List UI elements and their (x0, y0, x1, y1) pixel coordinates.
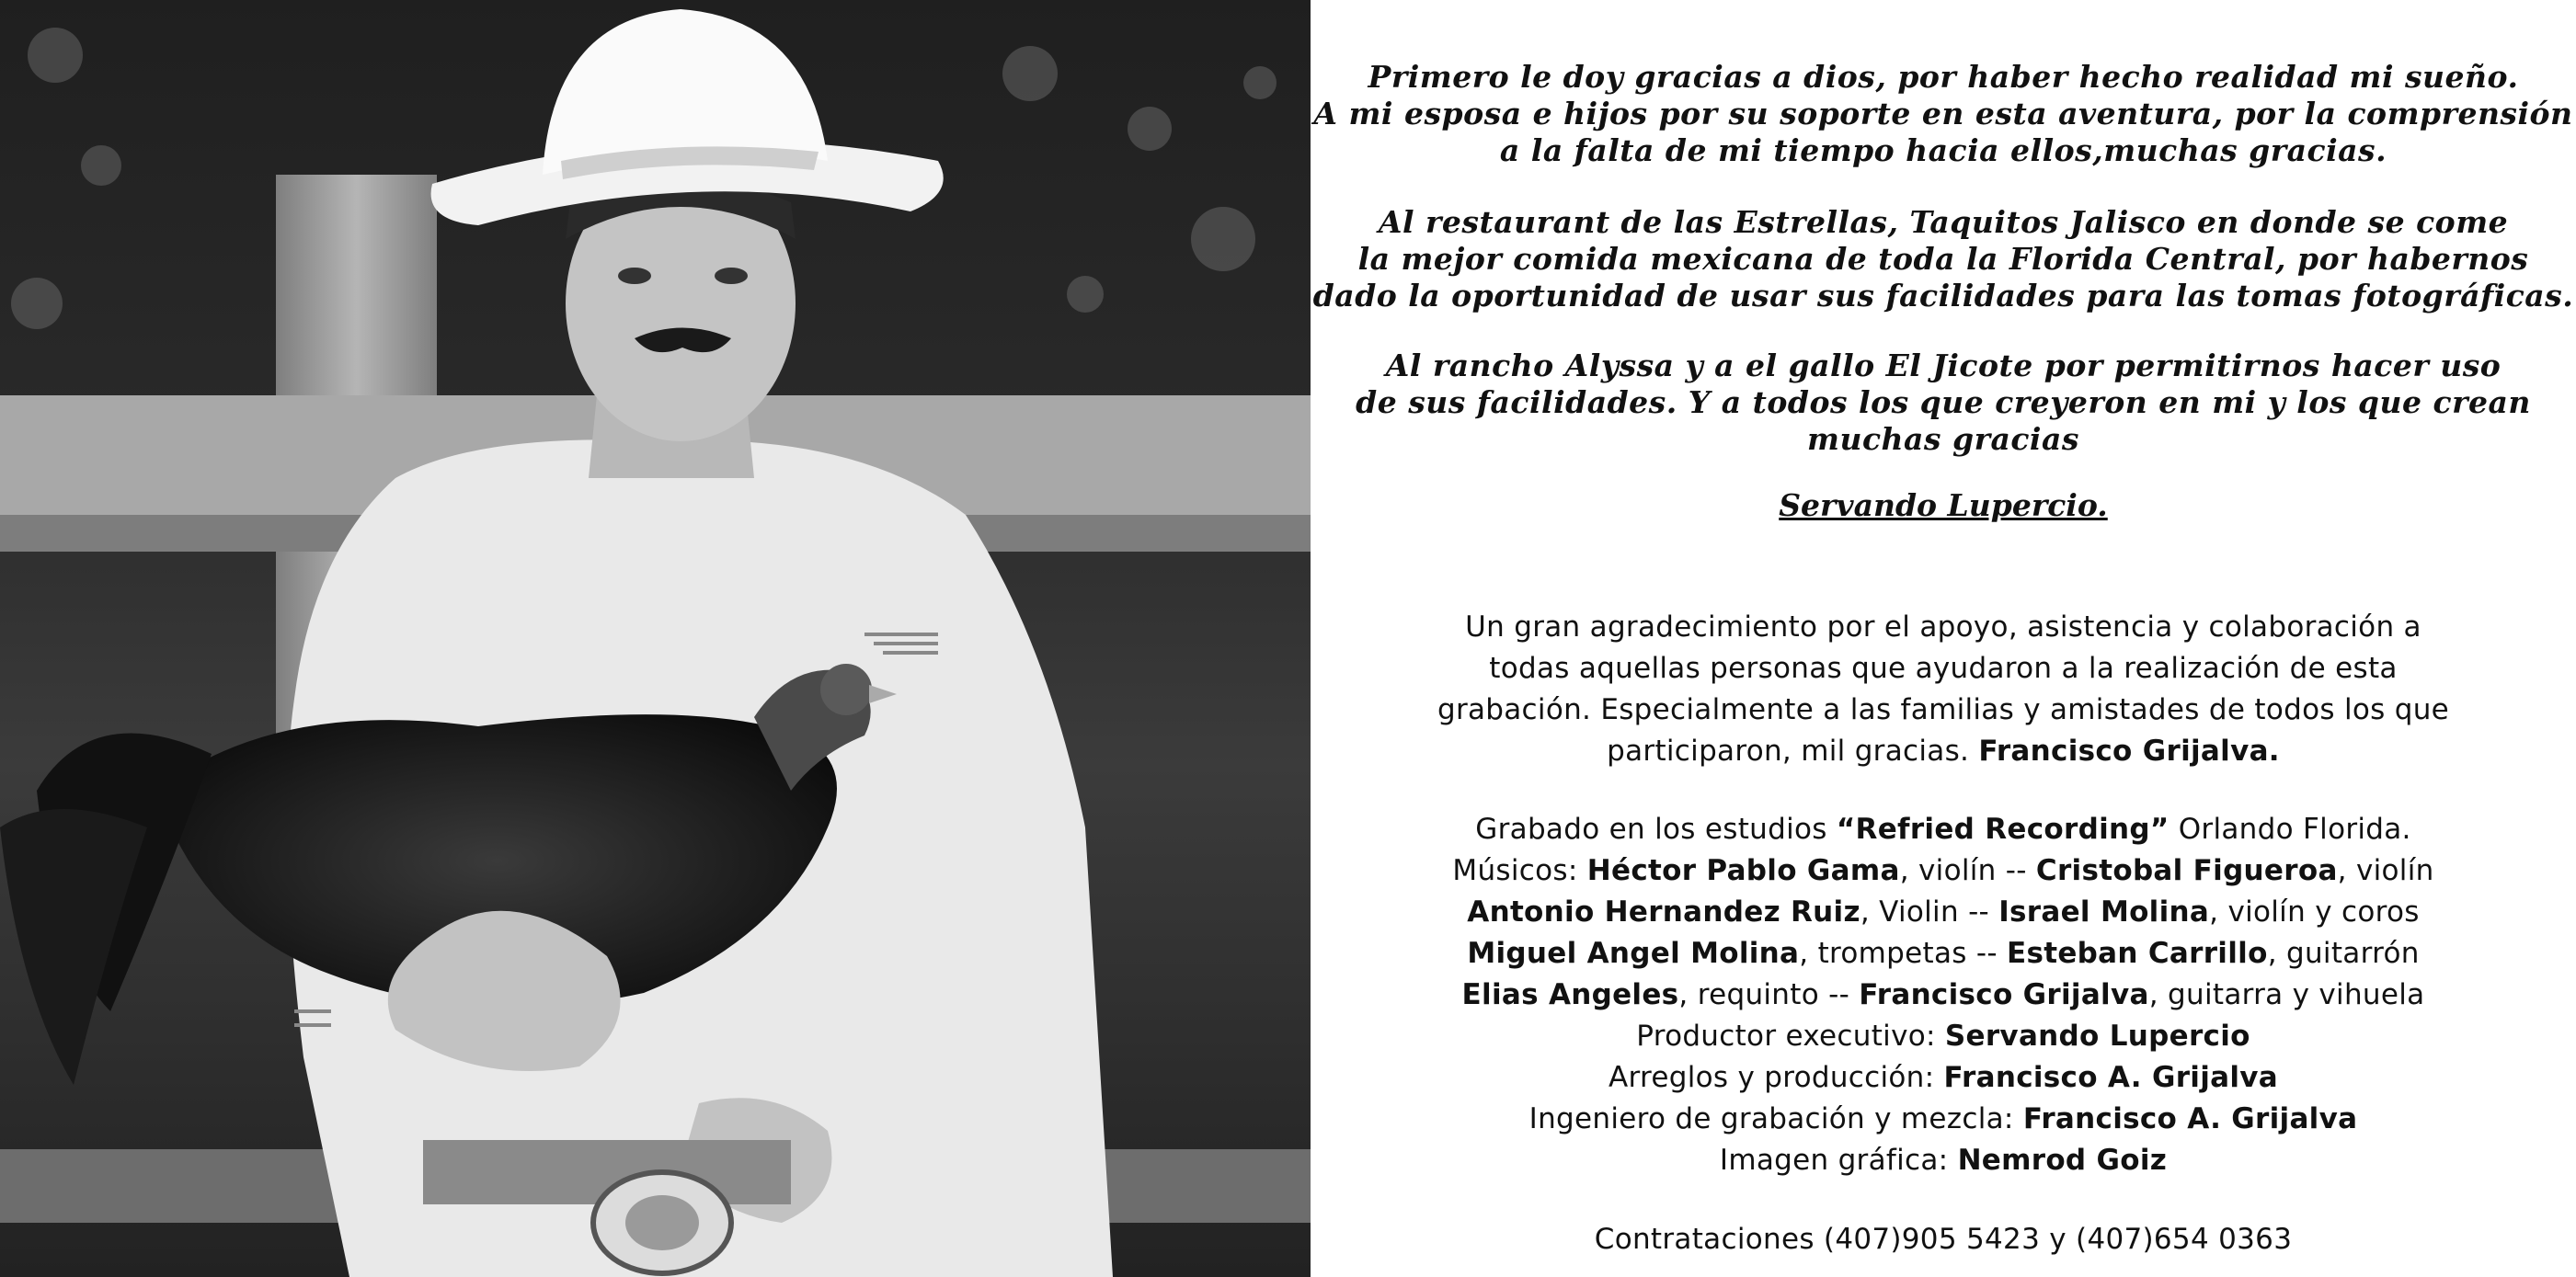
musician-name: Antonio Hernandez Ruiz (1467, 895, 1860, 929)
credits-block (1311, 809, 2576, 1181)
thanks-line: Un gran agradecimiento por el apoyo, asistencia y colaboración a (1465, 610, 2421, 644)
producer-name: Servando Lupercio (1944, 1020, 2250, 1053)
musician-role: , trompetas -- (1799, 937, 1998, 970)
musician-name: Francisco Grijalva (1859, 978, 2149, 1011)
musicians-line-4 (1311, 975, 2576, 1016)
contact-line: Contrataciones (407)905 5423 y (407)654 0363 (1594, 1223, 2293, 1256)
thanks-line: grabación. Especialmente a las familias y amistades de todos los que (1437, 693, 2450, 726)
dedication-paragraph-3 (1311, 348, 2576, 458)
thanks-text: participaron, mil gracias. (1607, 735, 1970, 768)
musician-name: Miguel Angel Molina (1467, 937, 1800, 970)
musician-role: , violín (2337, 854, 2434, 887)
dedication-line: a la falta de mi tiempo hacia ellos,muchas gracias. (1499, 132, 2387, 168)
dedication-line: dado la oportunidad de usar sus facilidades para las tomas fotográficas. (1312, 278, 2574, 314)
musician-name: Cristobal Figueroa (2035, 854, 2338, 887)
thanks-line (1311, 731, 2576, 772)
musician-role: , guitarra y vihuela (2148, 978, 2425, 1011)
signature: Servando Lupercio. (1779, 487, 2108, 523)
engineer-name: Francisco A. Grijalva (2022, 1102, 2358, 1135)
image-line (1311, 1140, 2576, 1181)
musicians-line-1 (1311, 850, 2576, 892)
thanks-name: Francisco Grijalva. (1978, 735, 2280, 768)
musician-name: Esteban Carrillo (2007, 937, 2268, 970)
arrange-label: Arreglos y producción: (1608, 1061, 1935, 1094)
engineer-line (1311, 1099, 2576, 1140)
musician-role: , requinto -- (1678, 978, 1850, 1011)
text-panel (1311, 0, 2576, 1277)
musician-role: , violín y coros (2209, 895, 2420, 929)
image-name: Nemrod Goiz (1957, 1144, 2168, 1177)
musician-role: , guitarrón (2267, 937, 2420, 970)
musician-name: Israel Molina (1998, 895, 2210, 929)
engineer-label: Ingeniero de grabación y mezcla: (1528, 1102, 2014, 1135)
dedication-line: muchas gracias (1807, 421, 2079, 457)
producer-line (1311, 1016, 2576, 1057)
image-label: Imagen gráfica: (1719, 1144, 1949, 1177)
musicians-line-3 (1311, 933, 2576, 975)
dedication-paragraph-1 (1311, 59, 2576, 169)
producer-label: Productor executivo: (1636, 1020, 1936, 1053)
thanks-paragraph (1311, 607, 2576, 772)
studio-post: Orlando Florida. (2178, 813, 2411, 846)
dedication-line: A mi esposa e hijos por su soporte en esta aventura, por la comprensión (1313, 96, 2573, 131)
musician-name: Héctor Pablo Gama (1586, 854, 1900, 887)
studio-line (1311, 809, 2576, 850)
musician-role: , Violin -- (1860, 895, 1990, 929)
musician-name: Elias Angeles (1461, 978, 1679, 1011)
musicians-line-2 (1311, 892, 2576, 933)
dedication-line: Al rancho Alyssa y a el gallo El Jicote por permitirnos hacer uso (1385, 348, 2502, 383)
thanks-line: todas aquellas personas que ayudaron a la realización de esta (1489, 652, 2398, 685)
dedication-line: la mejor comida mexicana de toda la Florida Central, por habernos (1357, 241, 2529, 277)
studio-name: “Refried Recording” (1836, 813, 2170, 846)
dedication-line: Al restaurant de las Estrellas, Taquitos Jalisco en donde se come (1378, 204, 2509, 240)
dedication-line: Primero le doy gracias a dios, por haber hecho realidad mi sueño. (1368, 59, 2519, 95)
arrange-line (1311, 1057, 2576, 1099)
musician-role: , violín -- (1899, 854, 2027, 887)
arrange-name: Francisco A. Grijalva (1943, 1061, 2279, 1094)
musicians-label: Músicos: (1452, 854, 1578, 887)
dedication-line: de sus facilidades. Y a todos los que creyeron en mi y los que crean (1356, 384, 2531, 420)
studio-pre: Grabado en los estudios (1475, 813, 1827, 846)
dedication-paragraph-2 (1311, 204, 2576, 314)
